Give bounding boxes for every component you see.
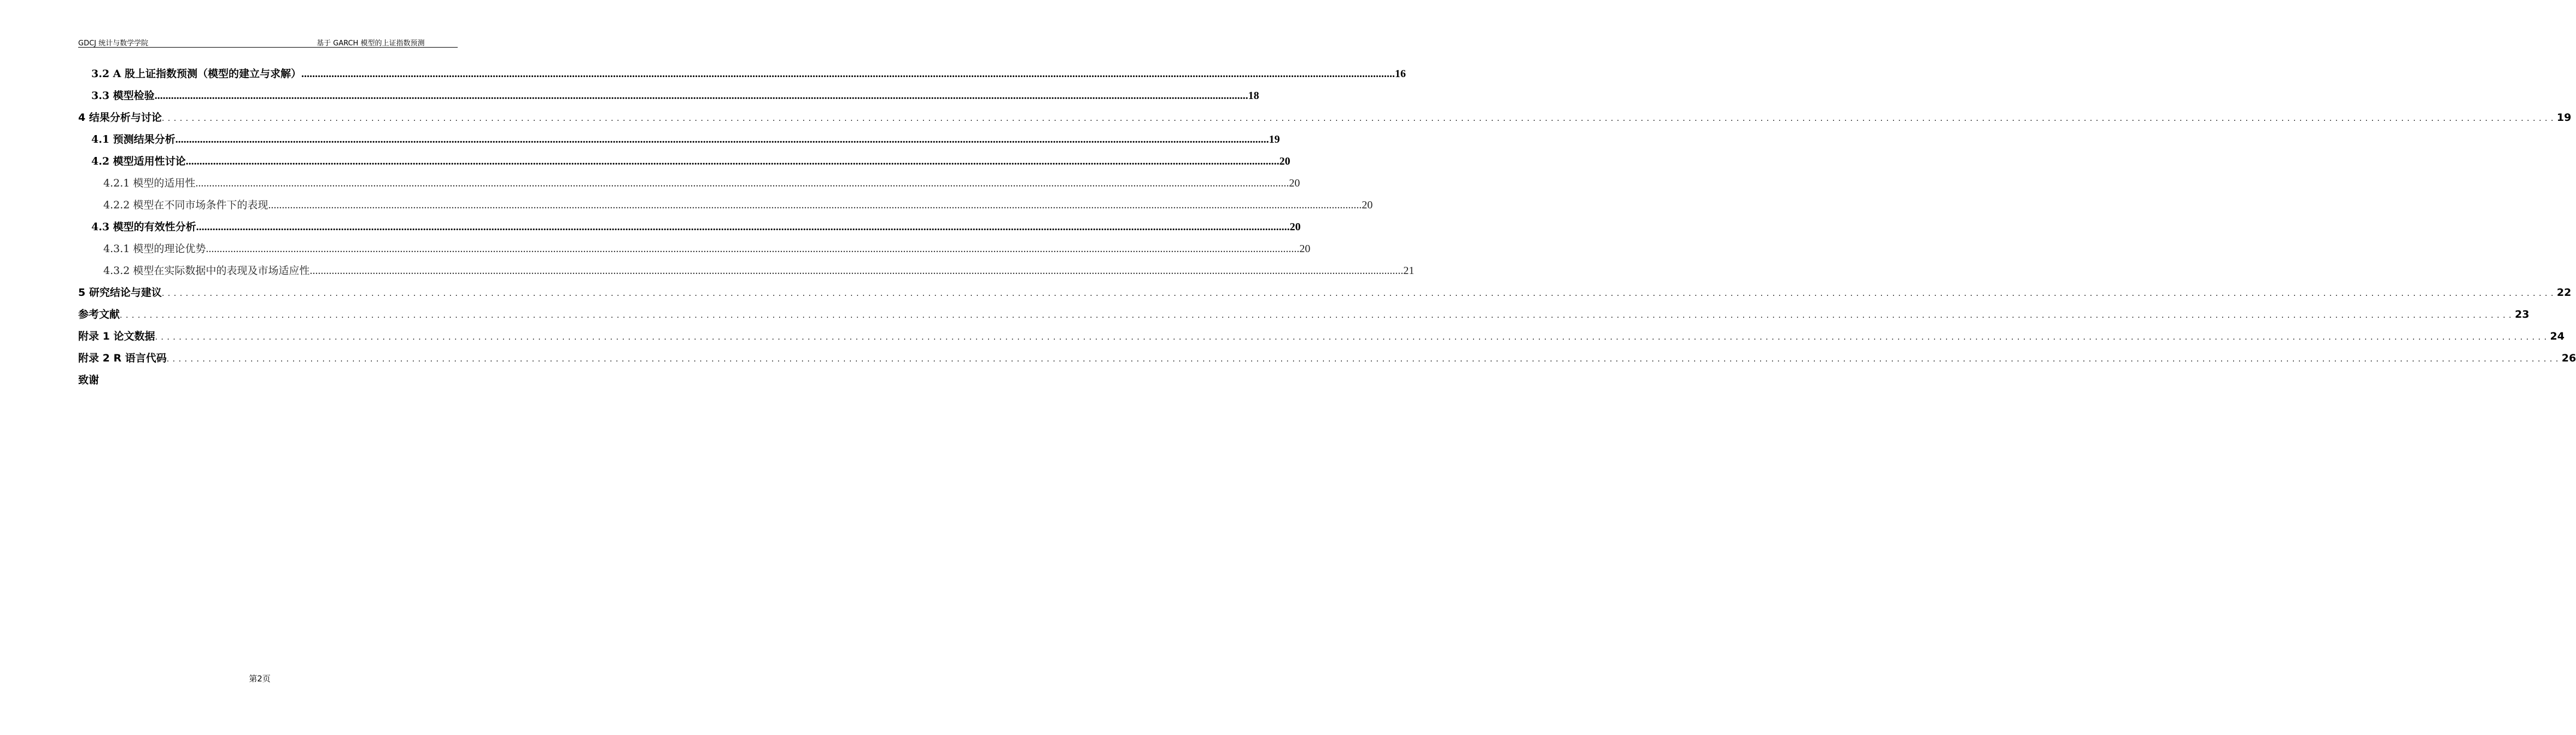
toc-entry-title: 4 结果分析与讨论 [78, 112, 162, 124]
toc-entry-page: 20 [1362, 199, 1373, 211]
toc-entry[interactable] [103, 262, 1415, 279]
toc-dot-leader: ................................................................................................................................................................................................................................................................................................................................................................................................................ [195, 177, 1289, 189]
toc-entry[interactable] [91, 219, 1301, 235]
toc-entry-page: 18 [1248, 90, 1259, 102]
toc-entry-page: 23 [2515, 308, 2530, 320]
toc-entry[interactable] [91, 66, 1406, 82]
toc-entry-title: 5 研究结论与建议 [78, 287, 162, 299]
toc-entry[interactable] [103, 241, 1311, 257]
header-rule [78, 47, 458, 48]
toc-entry-page: 20 [1289, 221, 1301, 233]
toc-entry-title: 3.3 模型检验 [91, 90, 155, 102]
toc-entry-page: 16 [1395, 68, 1406, 80]
toc-dot-leader: ................................................................................................................................................................................................................................................................................................................................................................................................................ [161, 289, 2557, 298]
toc-dot-leader: ................................................................................................................................................................................................................................................................................................................................................................................................................ [196, 221, 1290, 233]
toc-entry-title: 4.2.2 模型在不同市场条件下的表现 [103, 199, 268, 211]
toc-entry[interactable] [91, 88, 1259, 104]
toc-dot-leader: ................................................................................................................................................................................................................................................................................................................................................................................................................ [161, 114, 2557, 123]
toc-entry-page: 20 [1299, 243, 1311, 255]
toc-dot-leader: ................................................................................................................................................................................................................................................................................................................................................................................................................ [155, 333, 2550, 342]
toc-entry-page: 19 [1269, 133, 1280, 145]
toc-entry-page: 21 [1403, 265, 1415, 277]
toc-dot-leader: ................................................................................................................................................................................................................................................................................................................................................................................................................ [154, 90, 1248, 102]
toc-entry-title: 附录 2 R 语言代码 [78, 352, 167, 364]
toc-entry-page: 24 [2550, 330, 2565, 342]
header-institution: GDCJ 统计与数学学院 [78, 39, 149, 48]
page-number: 第2页 [249, 674, 271, 684]
toc-dot-leader: ................................................................................................................................................................................................................................................................................................................................................................................................................ [301, 68, 1395, 80]
toc-dot-leader: ................................................................................................................................................................................................................................................................................................................................................................................................................ [206, 243, 1300, 255]
toc-entry[interactable] [78, 350, 2576, 366]
toc-entry[interactable] [78, 328, 2565, 345]
toc-entry[interactable] [103, 197, 1373, 213]
toc-dot-leader: ................................................................................................................................................................................................................................................................................................................................................................................................................ [268, 199, 1362, 211]
toc-entry-title: 致谢 [78, 374, 100, 386]
page-header [78, 36, 458, 47]
toc-entry[interactable] [91, 131, 1280, 148]
toc-entry-title: 参考文献 [78, 308, 120, 320]
toc-dot-leader: ................................................................................................................................................................................................................................................................................................................................................................................................................ [185, 155, 1280, 167]
toc-entry-title: 4.3.1 模型的理论优势 [103, 243, 206, 255]
toc-entry-title: 4.2.1 模型的适用性 [103, 177, 196, 189]
toc-entry-page: 20 [1289, 177, 1300, 189]
toc-entry[interactable] [103, 175, 1300, 191]
header-thesis-title: 基于 GARCH 模型的上证指数预测 [317, 39, 425, 48]
toc-dot-leader: ................................................................................................................................................................................................................................................................................................................................................................................................................ [175, 133, 1269, 145]
toc-entry-page: 22 [2556, 287, 2572, 299]
toc-dot-leader: ................................................................................................................................................................................................................................................................................................................................................................................................................ [309, 265, 1404, 277]
toc-entry[interactable] [78, 284, 2572, 301]
toc-entry-page: 19 [2556, 112, 2572, 124]
toc-dot-leader: ................................................................................................................................................................................................................................................................................................................................................................................................................ [166, 355, 2562, 364]
toc-entry-title: 4.1 预测结果分析 [91, 133, 176, 145]
toc-entry[interactable] [91, 153, 1290, 170]
toc-entry[interactable] [78, 372, 469, 388]
toc-dot-leader: ................................................................................................................................................................................................................................................................................................................................................................................................................ [120, 311, 2515, 320]
toc-entry-title: 3.2 A 股上证指数预测（模型的建立与求解） [91, 68, 302, 80]
toc-entry-title: 4.3 模型的有效性分析 [91, 221, 196, 233]
toc-entry[interactable] [78, 109, 2572, 126]
toc-entry-title: 4.3.2 模型在实际数据中的表现及市场适应性 [103, 265, 310, 277]
toc-entry-page: 26 [2561, 352, 2576, 364]
toc-entry-page: 20 [1279, 155, 1290, 167]
toc-entry-title: 附录 1 论文数据 [78, 330, 155, 342]
toc-entry[interactable] [78, 306, 2530, 323]
toc-entry-title: 4.2 模型适用性讨论 [91, 155, 186, 167]
